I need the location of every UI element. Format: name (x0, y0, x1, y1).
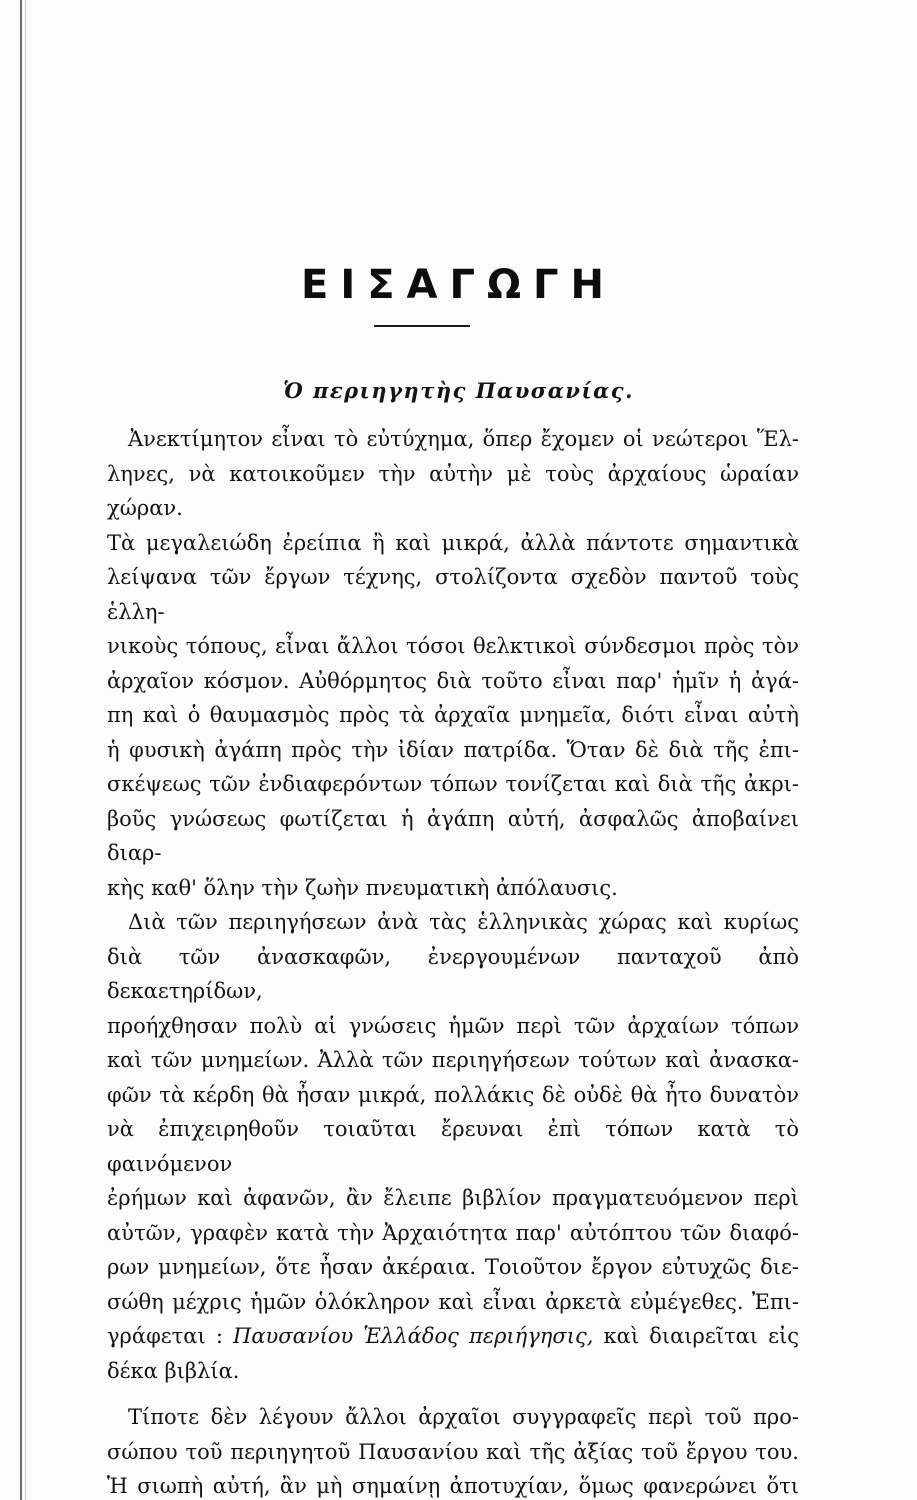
text-line: ἡ φυσικὴ ἀγάπη πρὸς τὴν ἰδίαν πατρίδα. Ὅταν δὲ διὰ τῆς ἐπι- (107, 737, 799, 762)
text-line: διὰ τῶν ἀνασκαφῶν, ἐνεργουμένων πανταχοῦ ἀπὸ δεκαετηρίδων, (107, 944, 799, 1003)
text-line: Τὰ μεγαλειώδη ἐρείπια ἢ καὶ μικρά, ἀλλὰ πάντοτε σημαντικὰ (107, 530, 799, 555)
text-line: Διὰ τῶν περιηγήσεων ἀνὰ τὰς ἑλληνικὰς χώρας καὶ κυρίως (128, 910, 799, 934)
text-line: σώθη μέχρις ἡμῶν ὁλόκληρον καὶ εἶναι ἀρκετὰ εὐμέγεθες. Ἐπι- (107, 1289, 799, 1314)
text-line: πη καὶ ὁ θαυμασμὸς πρὸς τὰ ἀρχαῖα μνημεῖα, διότι εἶναι αὐτὴ (107, 703, 799, 727)
text-fragment: καὶ διαιρεῖται εἰς (593, 1324, 799, 1348)
text-line: ἀρχαῖον κόσμον. Αὐθόρμητος διὰ τοῦτο εἶναι παρ' ἡμῖν ἡ ἀγά- (107, 668, 799, 693)
chapter-heading: ΕΙΣΑΓΩΓΗ (301, 262, 616, 308)
text-line: Ἡ σιωπὴ αὐτή, ἂν μὴ σημαίνῃ ἀποτυχίαν, ὅμως φανερώνει ὅτι (107, 1474, 799, 1498)
work-title: Παυσανίου Ἑλλάδος περιήγησις, (233, 1324, 594, 1348)
text-line: νικοὺς τόπους, εἶναι ἄλλοι τόσοι θελκτικοὶ σύνδεσμοι πρὸς τὸν (107, 634, 799, 658)
text-line: κὴς καθ' ὅλην τὴν ζωὴν πνευματικὴ ἀπόλαυσις. (107, 875, 618, 900)
text-line: νὰ ἐπιχειρηθοῦν τοιαῦται ἔρευναι ἐπὶ τόπων κατὰ τὸ φαινόμενον (107, 1117, 799, 1176)
text-line: ληνες, νὰ κατοικοῦμεν τὴν αὐτὴν μὲ τοὺς ἀρχαίους ὡραίαν χώραν. (107, 461, 799, 520)
text-line: βοῦς γνώσεως φωτίζεται ἡ ἀγάπη αὐτή, ἀσφαλῶς ἀποβαίνει διαρ- (107, 806, 799, 865)
text-line: αὐτῶν, γραφὲν κατὰ τὴν Ἀρχαιότητα παρ' αὐτόπτου τῶν διαφό- (107, 1220, 799, 1245)
binding-edge (20, 0, 22, 1500)
text-fragment: γράφεται : (107, 1324, 234, 1348)
text-line: λείψανα τῶν ἔργων τέχνης, στολίζοντα σχεδὸν παντοῦ τοὺς ἑλλη- (107, 565, 799, 624)
body-text (107, 422, 799, 1500)
text-line: ἐρήμων καὶ ἀφανῶν, ἂν ἔλειπε βιβλίον πραγματευόμενον περὶ (107, 1186, 799, 1210)
text-line: σώπου τοῦ περιηγητοῦ Παυσανίου καὶ τῆς ἀξίας τοῦ ἔργου του. (107, 1439, 799, 1464)
binding-edge-shadow (25, 0, 26, 1500)
text-line: καὶ τῶν μνημείων. Ἀλλὰ τῶν περιηγήσεων τούτων καὶ ἀνασκα- (107, 1048, 799, 1072)
text-line: φῶν τὰ κέρδη θὰ ἦσαν μικρά, πολλάκις δὲ οὐδὲ θὰ ἦτο δυνατὸν (107, 1082, 799, 1107)
text-line: ρων μνημείων, ὅτε ἦσαν ἀκέραια. Τοιοῦτον ἔργον εὐτυχῶς διε- (107, 1255, 799, 1279)
text-line: δέκα βιβλία. (107, 1358, 240, 1383)
text-line-with-title (107, 1319, 799, 1354)
heading-rule (374, 325, 470, 327)
text-line: Τίποτε δὲν λέγουν ἄλλοι ἀρχαῖοι συγγραφεῖς περὶ τοῦ προ- (128, 1405, 799, 1429)
text-line: σκέψεως τῶν ἐνδιαφερόντων τόπων τονίζεται καὶ διὰ τῆς ἀκρι- (107, 772, 799, 796)
text-line: προήχθησαν πολὺ αἱ γνώσεις ἡμῶν περὶ τῶν ἀρχαίων τόπων (107, 1013, 799, 1038)
section-subheading: Ὁ περιηγητὴς Παυσανίας. (283, 378, 634, 403)
text-line: Ἀνεκτίμητον εἶναι τὸ εὐτύχημα, ὅπερ ἔχομεν οἱ νεώτεροι Ἕλ- (128, 427, 799, 451)
